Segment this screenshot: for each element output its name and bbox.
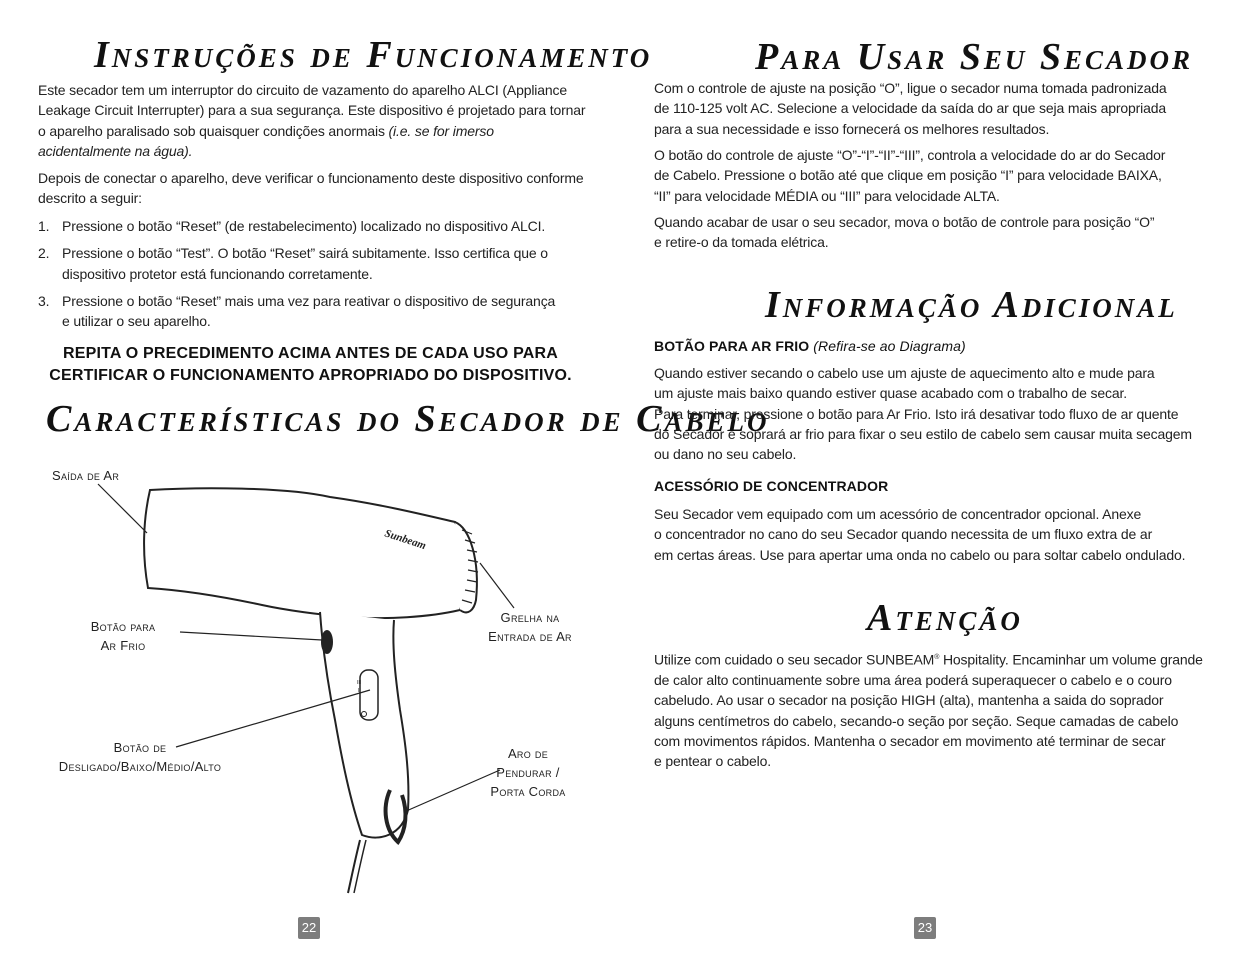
cool-shot-paragraph: Quando estiver secando o cabelo use um ajuste de aquecimento alto e mude para um ajuste mais baixo quando estiver quase acabado com o trabalho de secar. Para terminar, pressione o botão para Ar Frio. Isto irá desativar todo fluxo de ar quente do Secador e soprará ar frio para fixar o seu estilo de cabelo sem causar muita secagem ou dano no seu cabelo. <box>654 365 1192 463</box>
dryer-handle <box>320 612 408 838</box>
step-item: 1. Pressione o botão “Reset” (de restabelecimento) localizado no dispositivo ALCI. <box>38 218 546 234</box>
caution-paragraph: Utilize com cuidado o seu secador SUNBEAM® Hospitality. Encaminhar um volume grande de calor alto continuamente sobre uma área poderá superaquecer o cabelo e o couro cabeludo. Ao usar o secador na posição HIGH (alta), mantenha a saida do soprador alguns centímetros do cabelo, secando-o seção por seção. Seque camadas de cabelo com movimentos rápidos. Mantenha o secador em movimento até terminar de secar e pentear o cabelo. <box>654 651 1203 770</box>
step-item: 3. Pressione o botão “Reset” mais uma vez para reativar o dispositivo de segurança e utilizar o seu aparelho. <box>38 292 556 330</box>
usage-paragraph-1: Com o controle de ajuste na posição “O”, ligue o secador numa tomada padronizada de 110-125 volt AC. Selecione a velocidade da saída do ar que seja mais apropriada para a sua necessidade e isso fornecerá os melhores resultados. <box>654 80 1167 137</box>
speed-switch <box>360 670 378 720</box>
callout-air-outlet: Saída de Ar <box>52 468 120 483</box>
switch-mark: I <box>359 696 361 702</box>
instructions-title: Instruções de Funcionamento <box>94 34 653 76</box>
concentrator-heading: ACESSÓRIO DE CONCENTRADOR <box>654 478 889 494</box>
power-cord <box>348 840 360 893</box>
warning-notice: REPITA O PRECEDIMENTO ACIMA ANTES DE CADA USO PARA CERTIFICAR O FUNCIONAMENTO APROPRIADO DO DISPOSITIVO. <box>49 345 572 384</box>
cool-shot-heading: BOTÃO PARA AR FRIO (Refira-se ao Diagrama) <box>654 338 966 354</box>
intro-line: Este secador tem um interruptor do circuito de vazamento do aparelho ALCI (Appliance <box>38 82 568 98</box>
leader-inlet-grille <box>480 563 514 608</box>
page-number-left: 22 <box>298 917 320 939</box>
right-page <box>617 0 1235 954</box>
caution-title: Atenção <box>867 597 1023 639</box>
leader-air-outlet <box>98 484 147 533</box>
usage-paragraph-3: Quando acabar de usar o seu secador, mova o botão de controle para posição “O” e retire-o da tomada elétrica. <box>654 214 1155 251</box>
step-item: 2. Pressione o botão “Test”. O botão “Reset” sairá subitamente. Isso certifica que o dispositivo protetor está funcionando corretamente. <box>38 245 548 282</box>
intro-line: Leakage Circuit Interrupter) para a sua segurança. Este dispositivo é projetado para tornar <box>38 102 586 119</box>
info-title: Informação Adicional <box>765 284 1178 326</box>
callout-cool-button: Botão para Ar Frio <box>90 619 156 653</box>
callout-speed-switch: Botão de Desligado/Baixo/Médio/Alto <box>58 740 222 774</box>
callout-inlet-grille: Grelha na Entrada de Ar <box>488 610 572 644</box>
callout-hang-ring: Aro de Pendurar / Porta Corda <box>490 746 566 799</box>
intro-line: o aparelho paralisado sob quaisquer condições anormais (i.e. se for imerso <box>38 122 494 139</box>
features-title: Características do Secador de Cabelo <box>46 398 770 440</box>
page-number-right: 23 <box>914 917 936 939</box>
usage-paragraph-2: O botão do controle de ajuste “O”-“I”-“II”-“III”, controla a velocidade do ar do Secador de Cabelo. Pressione o botão até que clique em posição “I” para velocidade BAIXA, “II” para velocidade MÉDIA ou “III” para velocidade ALTA. <box>654 147 1166 204</box>
sunbeam-logo: Sunbeam <box>383 527 428 553</box>
check-paragraph: Depois de conectar o aparelho, deve verificar o funcionamento deste dispositivo conforme descrito a seguir: <box>38 170 584 207</box>
usage-title: Para Usar Seu Secador <box>755 36 1194 78</box>
switch-mark: II <box>358 688 361 694</box>
dryer-barrel <box>144 488 466 618</box>
intro-line: acidentalmente na água). <box>38 142 193 159</box>
cool-shot-button <box>321 630 333 654</box>
leader-cool-button <box>180 632 322 640</box>
switch-mark: III <box>357 680 362 686</box>
concentrator-paragraph: Seu Secador vem equipado com um acessório de concentrador opcional. Anexe o concentrador no cano do seu Secador quando necessita de um fluxo extra de ar em certas áreas. Use para apertar uma onda no cabelo ou para soltar cabelo ondulado. <box>654 506 1186 563</box>
